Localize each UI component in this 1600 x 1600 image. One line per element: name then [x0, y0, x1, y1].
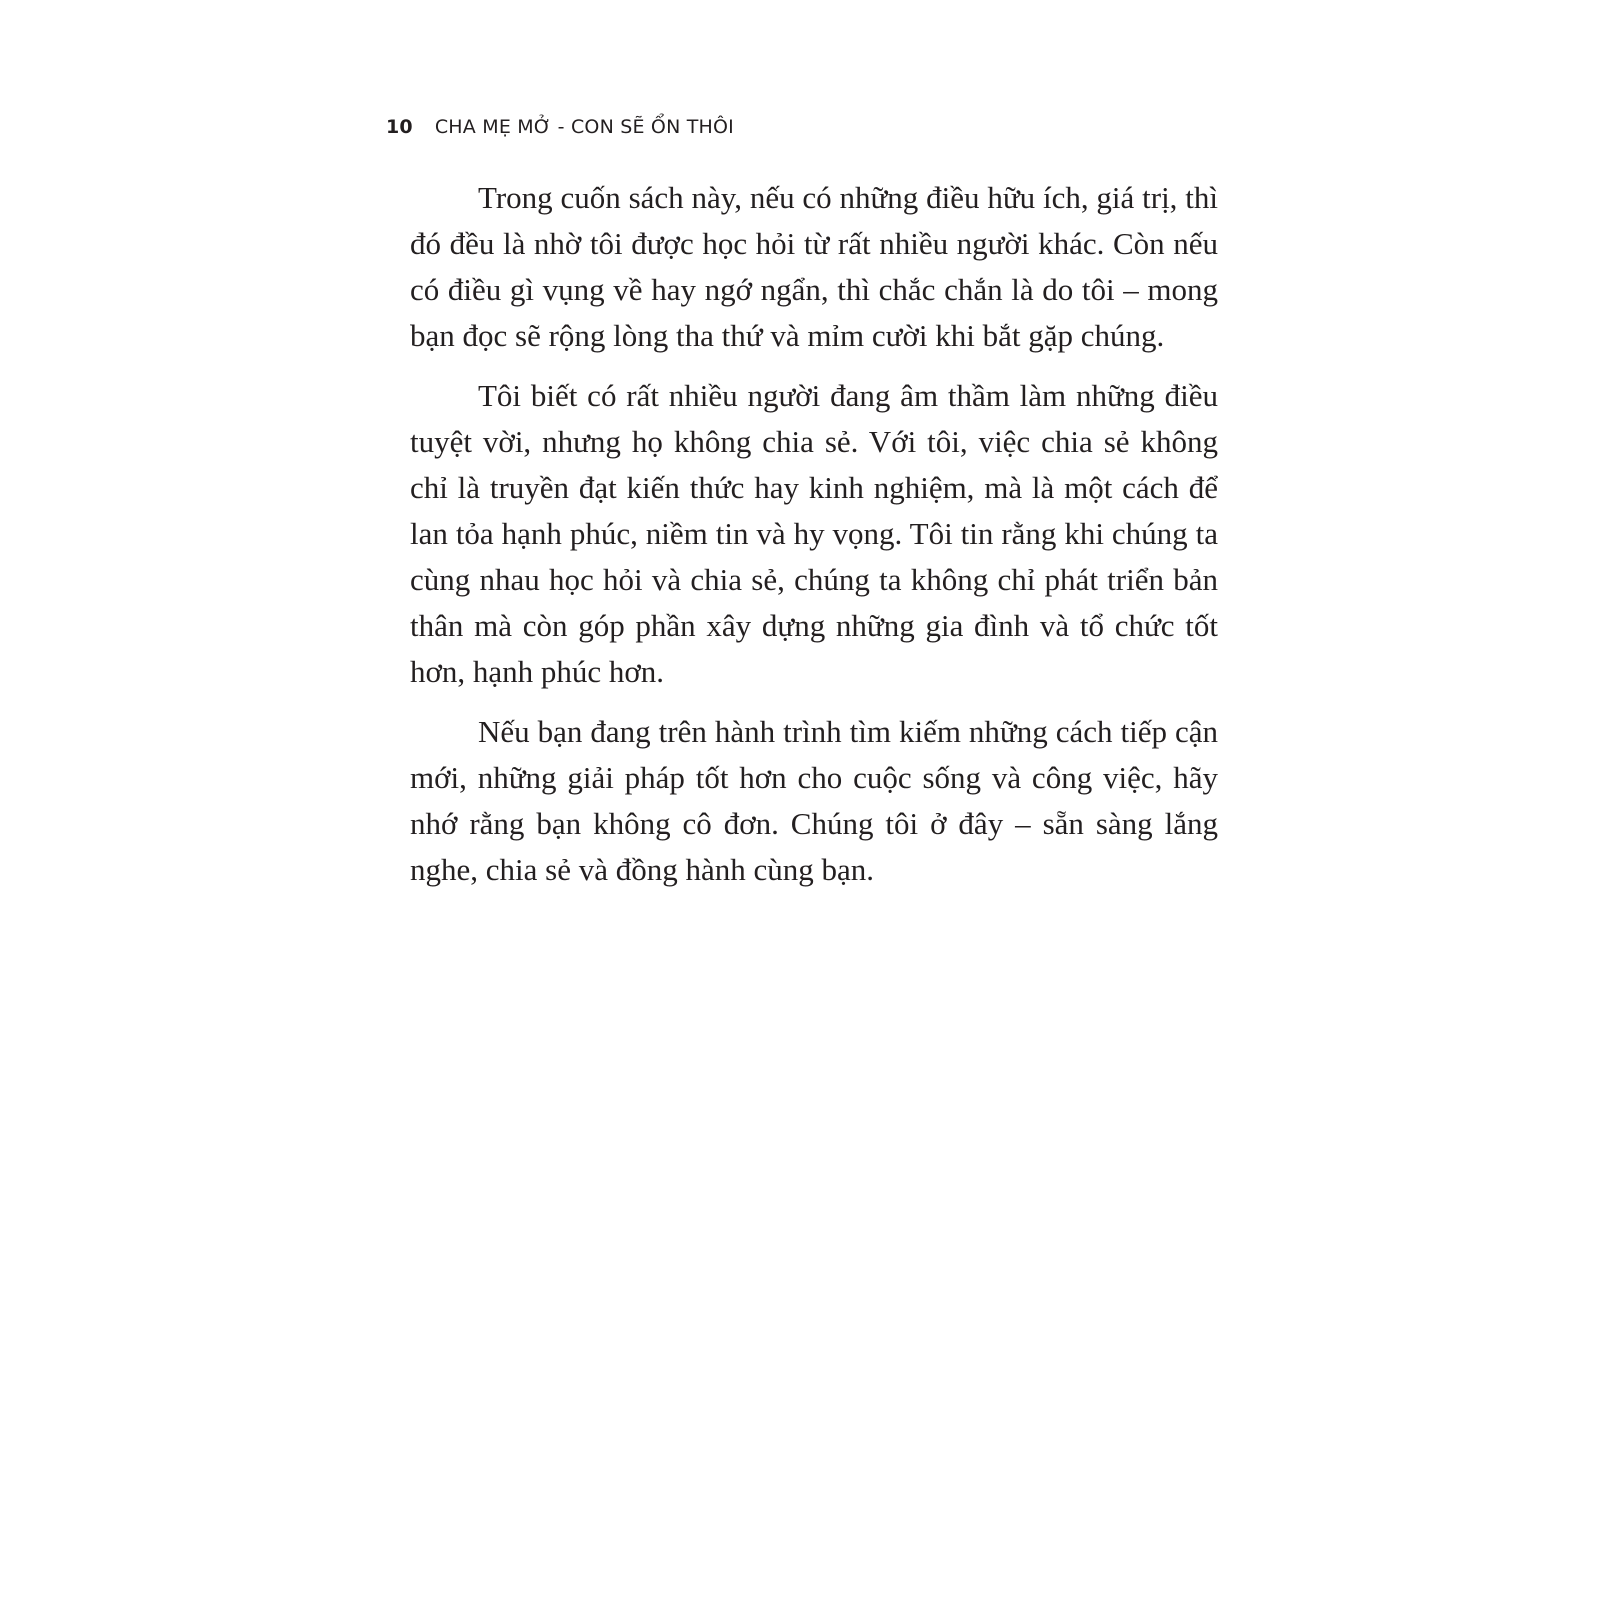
running-header [386, 116, 734, 150]
page-number: 10 [386, 116, 413, 138]
body-text [410, 175, 1218, 907]
paragraph-3: Nếu bạn đang trên hành trình tìm kiếm những cách tiếp cận mới, những giải pháp tốt hơn cho cuộc sống và công việc, hãy nhớ rằng bạn không cô đơn. Chúng tôi ở đây – sẵn sàng lắng nghe, chia sẻ và đồng hành cùng bạn. [410, 714, 1218, 887]
paragraph-1: Trong cuốn sách này, nếu có những điều hữu ích, giá trị, thì đó đều là nhờ tôi được học hỏi từ rất nhiều người khác. Còn nếu có điều gì vụng về hay ngớ ngẩn, thì chắc chắn là do tôi – mong bạn đọc sẽ rộng lòng tha thứ và mỉm cười khi bắt gặp chúng. [410, 180, 1218, 353]
book-title: CHA MẸ MỞ - CON SẼ ỔN THÔI [434, 116, 734, 138]
paragraph-2: Tôi biết có rất nhiều người đang âm thầm làm những điều tuyệt vời, nhưng họ không chia sẻ. Với tôi, việc chia sẻ không chỉ là truyền đạt kiến thức hay kinh nghiệm, mà là một cách để lan tỏa hạnh phúc, niềm tin và hy vọng. Tôi tin rằng khi chúng ta cùng nhau học hỏi và chia sẻ, chúng ta không chỉ phát triển bản thân mà còn góp phần xây dựng những gia đình và tổ chức tốt hơn, hạnh phúc hơn. [410, 378, 1218, 689]
